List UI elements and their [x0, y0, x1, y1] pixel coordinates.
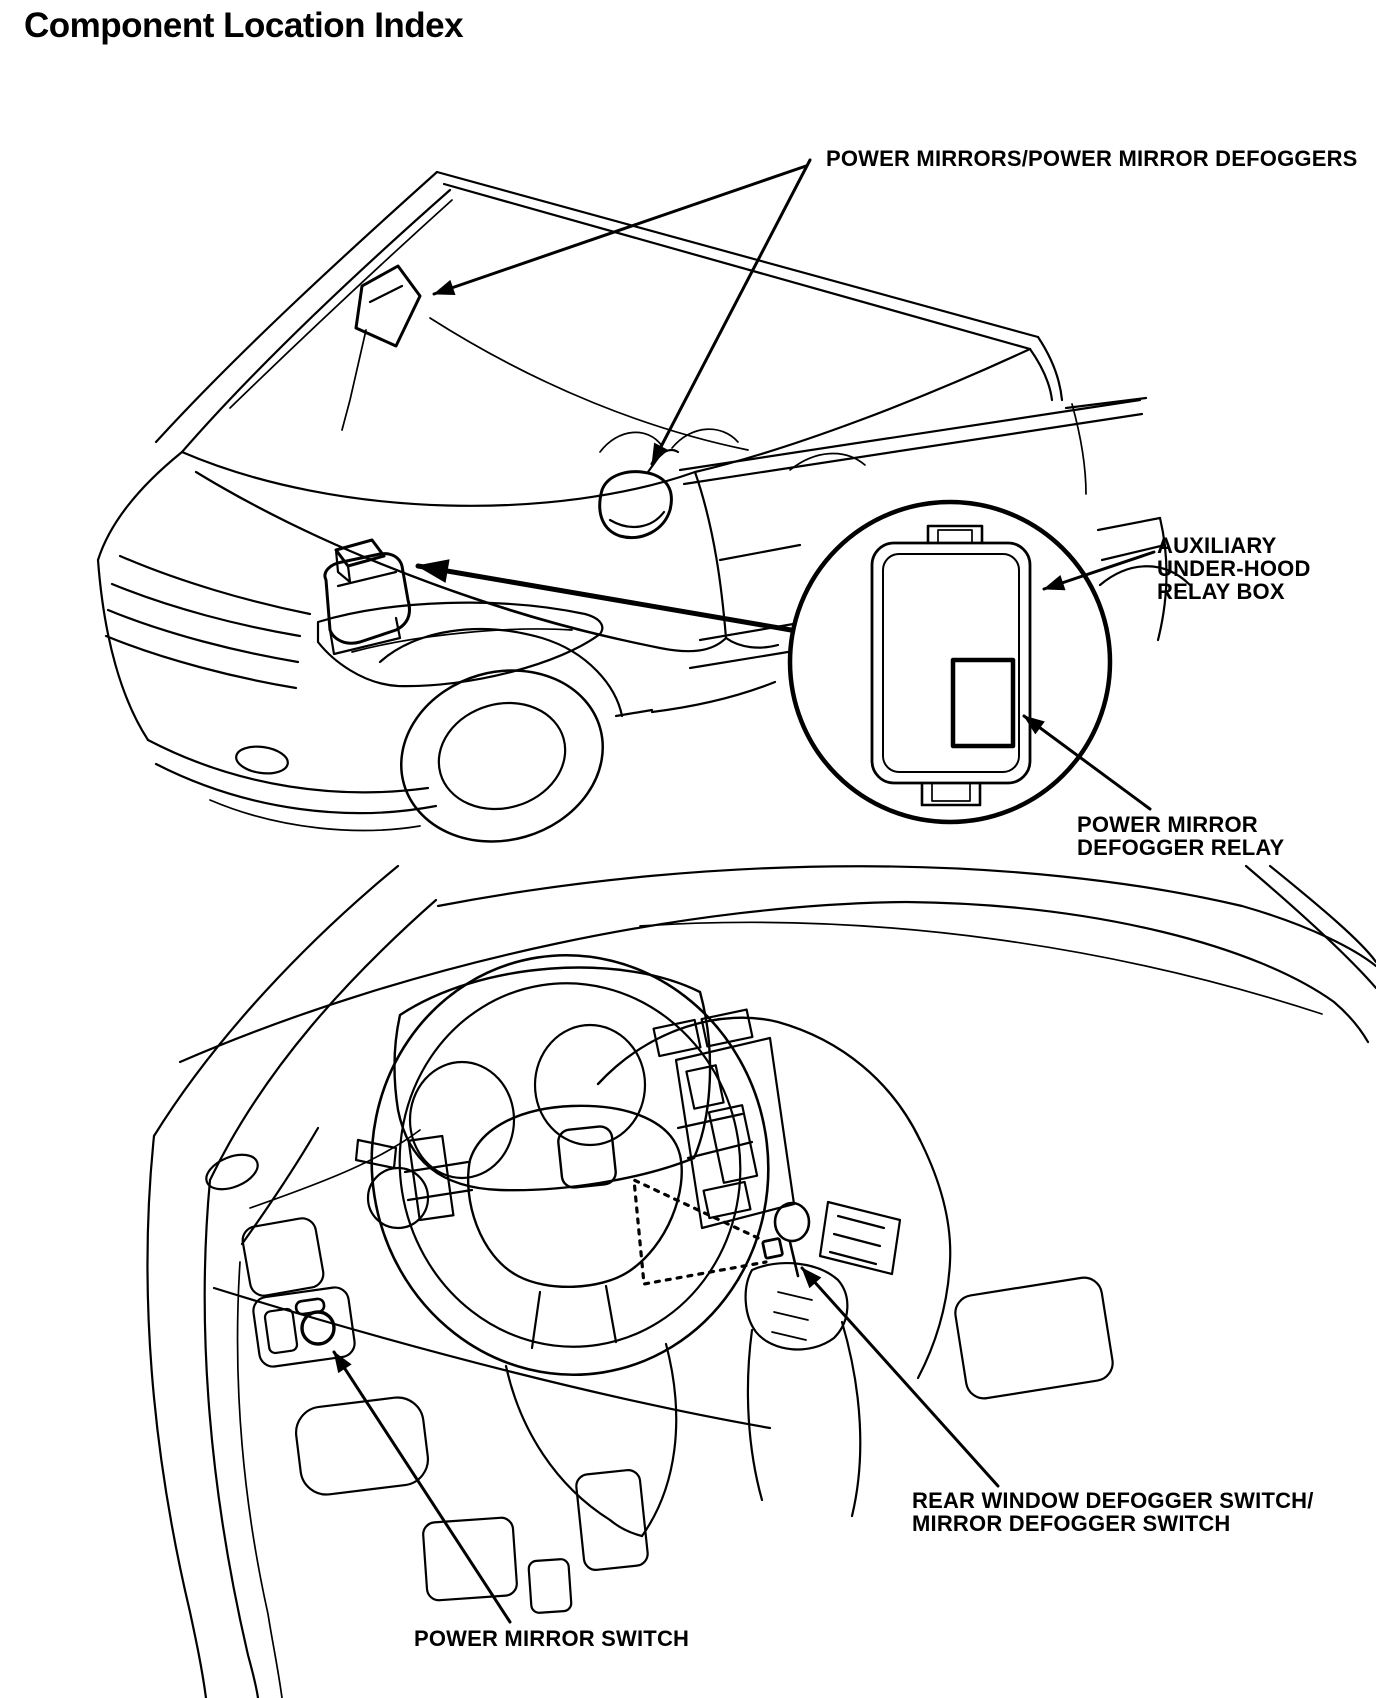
- steering-emblem: [557, 1125, 617, 1188]
- callout-power-mirrors: [826, 147, 1358, 170]
- page-title: Component Location Index: [24, 6, 464, 45]
- callout-rear-window-defogger-switch: [912, 1489, 1314, 1535]
- arrow-to-defogger-switch: [802, 1268, 998, 1486]
- callout-line: POWER MIRROR: [1077, 812, 1258, 837]
- arrow-to-power-mirror-switch: [334, 1352, 510, 1622]
- callout-line: AUXILIARY: [1157, 533, 1277, 558]
- dash-vent-right: [820, 1202, 900, 1274]
- power-mirror-switch-panel: [252, 1286, 357, 1369]
- callout-power-mirror-defogger-relay: [1077, 813, 1284, 859]
- callout-line: POWER MIRRORS/POWER MIRROR DEFOGGERS: [826, 146, 1358, 171]
- hidden-switch-outline: [634, 1180, 766, 1284]
- callout-line: DEFOGGER RELAY: [1077, 835, 1285, 860]
- dash-pocket: [953, 1275, 1115, 1401]
- side-vent: [201, 1148, 262, 1196]
- under-hood-relay-box: [325, 540, 410, 654]
- steering-wheel: [342, 927, 799, 1404]
- shift-lever: [746, 1203, 861, 1516]
- callout-line: MIRROR DEFOGGER SWITCH: [912, 1511, 1231, 1536]
- door-bin: [293, 1395, 431, 1498]
- callout-line: REAR WINDOW DEFOGGER SWITCH/: [912, 1488, 1314, 1513]
- callout-line: UNDER-HOOD: [1157, 556, 1311, 581]
- arrow-to-right-mirror: [652, 160, 810, 464]
- front-grille: [106, 556, 310, 688]
- callout-auxiliary-under-hood-relay-box: [1157, 534, 1311, 603]
- dashboard-interior-drawing: [147, 866, 1376, 1698]
- front-wheel: [381, 647, 623, 865]
- detail-circle-inset: [418, 502, 1154, 822]
- power-mirror-switch-part: [302, 1312, 334, 1344]
- instrument-cluster: [368, 968, 710, 1228]
- rear-window-defogger-switch-part: [763, 1238, 783, 1258]
- detail-circle: [790, 502, 1110, 822]
- callout-line: POWER MIRROR SWITCH: [414, 1626, 690, 1651]
- callout-power-mirror-switch: [414, 1627, 689, 1650]
- callout-line: RELAY BOX: [1157, 579, 1285, 604]
